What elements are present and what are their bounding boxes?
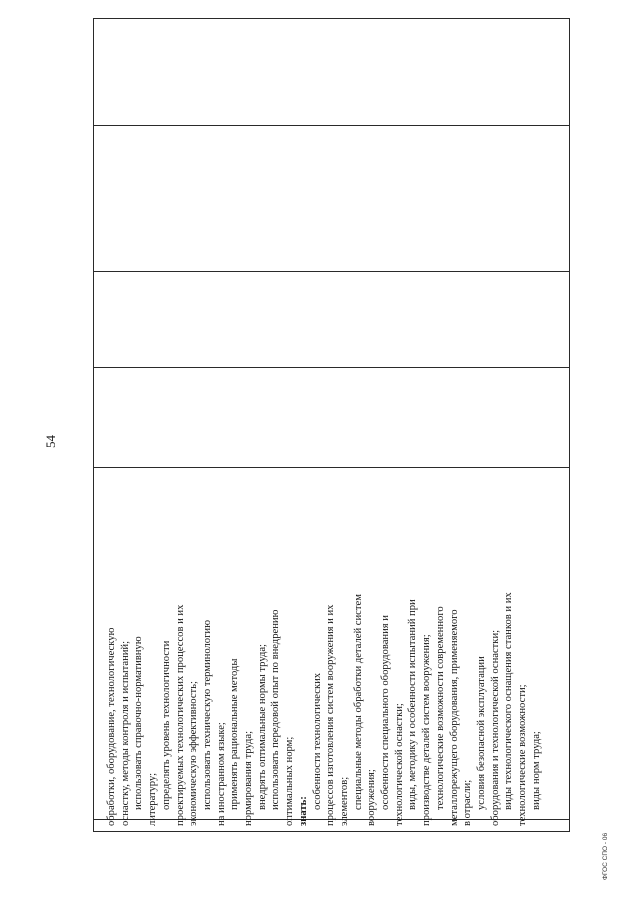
row-divider <box>94 467 569 468</box>
text-line: применять рациональные методы <box>229 658 241 810</box>
text-line: знать: <box>297 796 309 826</box>
row-divider <box>94 271 569 272</box>
text-line: технологической оснастки; <box>393 703 405 826</box>
text-line: процессов изготовления систем вооружения и их <box>325 604 337 826</box>
text-line: использовать техническую терминологию <box>201 620 213 810</box>
text-line: особенности специального оборудования и <box>380 615 392 810</box>
text-line: использовать передовой опыт по внедрению <box>270 609 282 810</box>
text-line: виды, методику и особенности испытаний при <box>407 599 419 810</box>
text-line: условия безопасной эксплуатации <box>475 656 487 810</box>
text-line: определять уровень технологичности <box>160 640 172 810</box>
text-line: нормирования труда; <box>243 730 255 826</box>
text-line: обработки, оборудование, технологическую <box>106 627 117 826</box>
text-line: на иностранном языке; <box>215 722 227 826</box>
text-line: проектируемых технологических процессов и их <box>174 604 186 826</box>
text-line: производстве деталей систем вооружения; <box>421 634 433 826</box>
row-divider <box>94 125 569 126</box>
footer-label: ФГОС СПО - 06 <box>602 832 609 880</box>
text-line: виды технологического оснащения станков и их <box>503 592 515 810</box>
text-line: элементов; <box>338 776 350 826</box>
text-line: особенности технологических <box>311 672 323 810</box>
text-line: вооружения; <box>366 769 378 826</box>
text-line: оснастку, методы контроля и испытаний; <box>119 640 131 826</box>
text-line: оборудования и технологической оснастки; <box>489 629 501 826</box>
text-line: оптимальных норм; <box>284 736 296 826</box>
text-line: экономическую эффективность; <box>188 681 200 826</box>
text-line: использовать справочно-нормативную <box>133 636 145 810</box>
text-line: виды норм труда; <box>530 731 542 810</box>
row-divider <box>94 367 569 368</box>
text-line: внедрять оптимальные нормы труда; <box>256 643 268 810</box>
text-line: литературу; <box>147 772 159 826</box>
page-number: 54 <box>43 435 58 448</box>
text-line: металлорежущего оборудования, применяемого <box>448 609 460 826</box>
requirements-text-block <box>105 471 544 826</box>
text-line: специальные методы обработки деталей систем <box>352 594 364 810</box>
text-line: в отрасли; <box>462 779 474 826</box>
text-line: технологические возможности; <box>517 684 529 826</box>
text-line: технологические возможности современного <box>434 606 446 810</box>
